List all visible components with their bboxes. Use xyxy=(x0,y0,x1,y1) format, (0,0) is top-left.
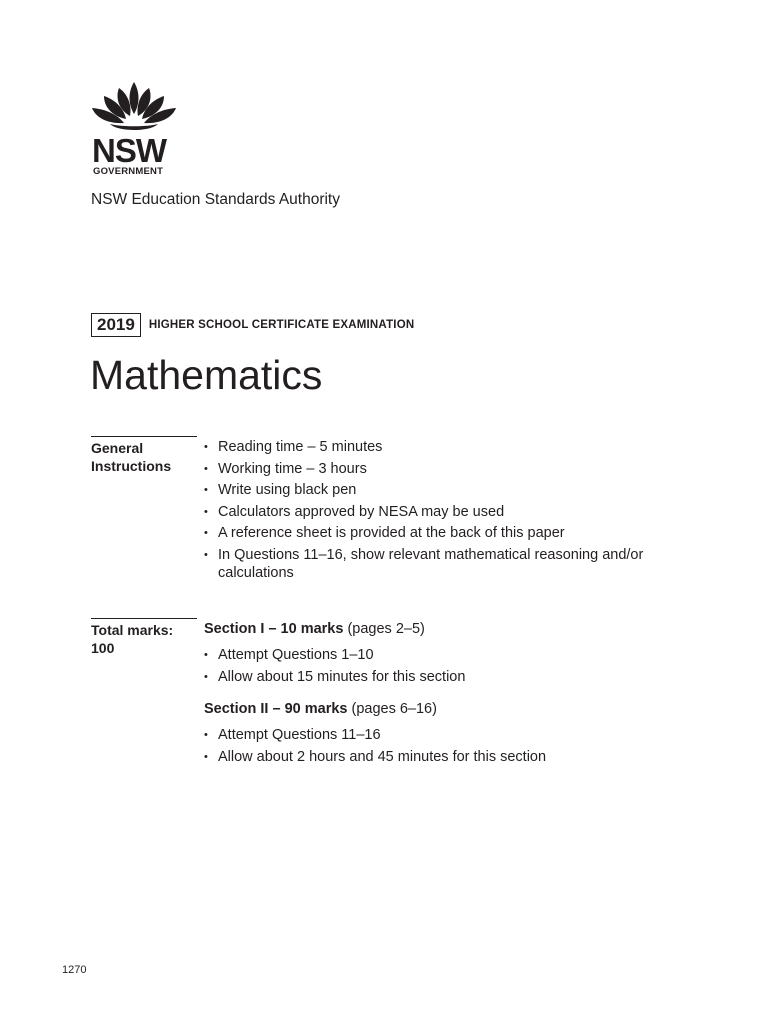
logo-subtitle: GOVERNMENT xyxy=(93,166,164,177)
general-instructions-label xyxy=(91,436,197,475)
list-item: • A reference sheet is provided at the back of this paper xyxy=(204,524,744,542)
label-line: Instructions xyxy=(91,458,172,474)
section-heading xyxy=(204,620,744,638)
section-1 xyxy=(204,620,744,689)
list-item: • Working time – 3 hours xyxy=(204,460,744,478)
list-item: • In Questions 11–16, show relevant mathematical reasoning and/or calculations xyxy=(204,546,648,582)
exam-year: 2019 xyxy=(91,313,141,337)
general-instructions xyxy=(204,438,744,585)
authority-name: NSW Education Standards Authority xyxy=(91,191,340,208)
list-item: • Reading time – 5 minutes xyxy=(204,438,744,456)
section-title: Section II – 90 marks xyxy=(204,701,348,717)
list-item: • Attempt Questions 11–16 xyxy=(204,726,744,744)
nsw-government-logo xyxy=(88,80,184,177)
page-title: Mathematics xyxy=(90,352,323,398)
section-list xyxy=(204,726,744,766)
exam-header xyxy=(91,313,414,337)
section-2 xyxy=(204,700,744,769)
section-pages: (pages 6–16) xyxy=(351,701,437,717)
list-item: • Write using black pen xyxy=(204,481,744,499)
list-item: • Allow about 15 minutes for this section xyxy=(204,668,744,686)
waratah-flower-icon xyxy=(88,80,180,134)
label-line: General xyxy=(91,440,144,456)
logo-wordmark: NSW xyxy=(92,132,166,169)
exam-name: HIGHER SCHOOL CERTIFICATE EXAMINATION xyxy=(148,319,415,331)
section-pages: (pages 2–5) xyxy=(347,621,425,637)
section-list xyxy=(204,646,744,686)
list-item: • Attempt Questions 1–10 xyxy=(204,646,744,664)
instructions-list xyxy=(204,438,744,582)
total-marks-label xyxy=(91,618,197,657)
label-line: Total marks: xyxy=(91,622,174,638)
label-line: 100 xyxy=(91,640,115,656)
list-item: • Allow about 2 hours and 45 minutes for this section xyxy=(204,748,744,766)
list-item: • Calculators approved by NESA may be used xyxy=(204,503,744,521)
section-heading xyxy=(204,700,744,718)
page-code: 1270 xyxy=(62,964,87,976)
section-title: Section I – 10 marks xyxy=(204,621,344,637)
